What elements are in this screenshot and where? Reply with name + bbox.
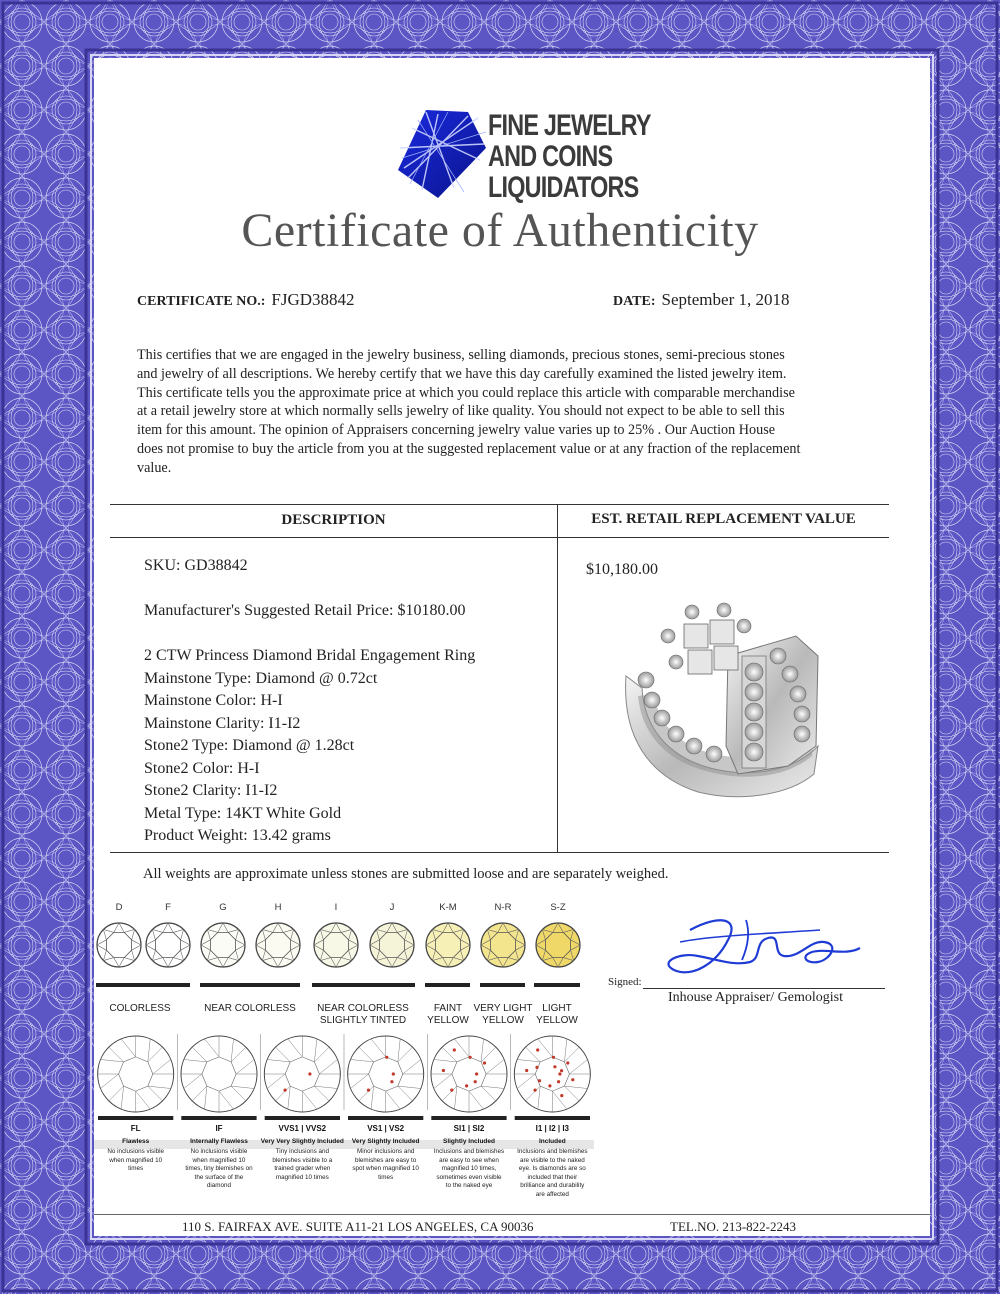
color-group-bar <box>534 983 580 987</box>
clarity-code: FL <box>130 1124 141 1133</box>
clarity-description-line: included that their <box>527 1173 578 1181</box>
color-category-row <box>90 1003 600 1033</box>
diamond-color-icon <box>370 923 414 967</box>
spec-line: Mainstone Clarity: I1-I2 <box>144 714 301 732</box>
clarity-grade-legend <box>94 1124 594 1216</box>
color-group-bar <box>312 983 415 987</box>
color-category-line: YELLOW <box>536 1015 578 1026</box>
diamond-clarity-icon <box>98 1036 174 1112</box>
clarity-description-line: brilliance and durability <box>520 1182 585 1190</box>
diamond-color-icon <box>201 923 245 967</box>
color-category-line: SLIGHTLY TINTED <box>319 1015 407 1026</box>
clarity-description-line: spot when magnified 10 <box>352 1165 419 1173</box>
color-category-line: FAINT <box>433 1003 463 1014</box>
replacement-value: $10,180.00 <box>586 561 658 578</box>
color-grade-label: H <box>274 902 282 913</box>
item-specs <box>144 645 475 848</box>
clarity-grade-column <box>261 1124 344 1182</box>
certification-statement <box>137 346 897 478</box>
color-group-bar <box>200 983 300 987</box>
item-sku: SKU: GD38842 <box>144 557 248 574</box>
color-category-line: NEAR COLORLESS <box>317 1003 409 1014</box>
page-title: Certificate of Authenticity <box>241 204 759 257</box>
clarity-grade-column <box>177 1124 260 1191</box>
weight-note: All weights are approximate unless stones are submitted loose and are separately weighed. <box>143 866 669 882</box>
diamond-clarity-icon <box>264 1036 340 1112</box>
diamond-clarity-icon <box>348 1036 424 1112</box>
footer-rule <box>94 1214 930 1215</box>
item-msrp: Manufacturer's Suggested Retail Price: $10180.00 <box>144 602 466 619</box>
clarity-name: Very Slightly Included <box>351 1138 420 1145</box>
footer-phone: TEL.NO. 213-822-2243 <box>670 1219 797 1234</box>
table-header-rule <box>110 537 889 538</box>
color-grade-label: S-Z <box>550 902 566 913</box>
color-grade-label: D <box>115 902 123 913</box>
date-value: September 1, 2018 <box>661 290 790 309</box>
diamond-color-icon <box>314 923 358 967</box>
table-column-divider <box>557 504 558 853</box>
clarity-description-line: are easy to see when <box>439 1156 499 1164</box>
spec-line: Metal Type: 14KT White Gold <box>144 804 342 822</box>
clarity-grade-column <box>94 1124 177 1174</box>
color-category-line: YELLOW <box>482 1015 524 1026</box>
diamond-color-icon <box>146 923 190 967</box>
clarity-group-bar <box>265 1116 340 1120</box>
color-category-label <box>90 1003 190 1015</box>
logo-wordmark <box>488 110 651 203</box>
clarity-description-line: times <box>378 1173 394 1181</box>
clarity-description-line: eye. Is diamonds are so <box>518 1165 586 1173</box>
color-group-bar <box>480 983 525 987</box>
clarity-description <box>261 1148 344 1182</box>
certificate-number <box>137 290 355 310</box>
signature-mark <box>650 912 870 982</box>
clarity-name: Slightly Included <box>442 1138 495 1145</box>
clarity-description-line: sometimes even visible <box>436 1173 502 1181</box>
clarity-description-line: are visible to the naked <box>519 1156 585 1164</box>
clarity-code: I1 | I2 | I3 <box>535 1124 570 1133</box>
color-group-bar <box>425 983 470 987</box>
clarity-description-line: blemishes are easy to <box>355 1156 417 1164</box>
value-header: EST. RETAIL REPLACEMENT VALUE <box>591 511 856 527</box>
spec-line: Mainstone Color: H-I <box>144 692 283 709</box>
clarity-description-line: blemishes visible to a <box>272 1156 333 1164</box>
logo-line-2: AND COINS <box>488 140 613 173</box>
clarity-description-line: are affected <box>535 1190 569 1198</box>
color-category-line: NEAR COLORLESS <box>204 1003 296 1014</box>
footer-address: 110 S. FAIRFAX AVE. SUITE A11-21 LOS ANGELES, CA 90036 <box>182 1219 534 1234</box>
clarity-description-line: to the naked eye <box>445 1182 493 1190</box>
clarity-description-line: the surface of the <box>194 1173 244 1181</box>
color-grade-label: G <box>219 902 227 913</box>
certificate-date <box>613 290 789 310</box>
date-label: DATE: <box>613 294 656 309</box>
description-header: DESCRIPTION <box>281 512 386 528</box>
clarity-group-bar <box>98 1116 173 1120</box>
diamond-color-icon <box>97 923 141 967</box>
color-category-label <box>507 1003 607 1027</box>
statement-line: This certifies that we are engaged in the jewelry business, selling diamonds, precious stones, semi-precious stones <box>137 347 785 363</box>
clarity-group-bar <box>348 1116 423 1120</box>
clarity-description <box>427 1148 510 1191</box>
clarity-description-line: magnified 10 times, <box>441 1165 497 1173</box>
clarity-description <box>94 1148 177 1174</box>
clarity-description-line: No inclusions visible <box>107 1148 165 1155</box>
clarity-description-line: magnified 10 times <box>275 1173 329 1181</box>
signature-role: Inhouse Appraiser/ Gemologist <box>668 990 843 1005</box>
clarity-description-line: times <box>128 1165 144 1173</box>
color-category-line: VERY LIGHT <box>473 1003 533 1014</box>
clarity-description-line: Minor inclusions and <box>356 1148 415 1155</box>
clarity-description-line: when magnified 10 <box>192 1156 246 1164</box>
ring-image <box>618 596 824 818</box>
spec-line: Stone2 Clarity: I1-I2 <box>144 782 278 799</box>
clarity-name: Flawless <box>122 1138 150 1145</box>
clarity-description-line: Inclusions and blemishes <box>517 1148 588 1155</box>
clarity-description-line: when magnified 10 <box>109 1156 163 1164</box>
color-category-line: YELLOW <box>427 1015 469 1026</box>
clarity-description <box>511 1148 594 1200</box>
clarity-grade-column <box>511 1124 594 1200</box>
diamond-color-icon <box>256 923 300 967</box>
certificate-number-value: FJGD38842 <box>271 290 355 309</box>
diamond-clarity-icon <box>181 1036 257 1112</box>
gem-logo-icon <box>398 108 488 200</box>
clarity-grade-column <box>344 1124 427 1182</box>
spec-line: 2 CTW Princess Diamond Bridal Engagement Ring <box>144 647 476 664</box>
logo-line-3: LIQUIDATORS <box>488 171 639 204</box>
table-bottom-rule <box>110 852 889 853</box>
clarity-description-line: diamond <box>206 1182 232 1190</box>
clarity-code: VS1 | VS2 <box>367 1124 405 1133</box>
spec-line: Stone2 Type: Diamond @ 1.28ct <box>144 737 355 754</box>
signed-label: Signed: <box>608 976 642 988</box>
color-category-line: LIGHT <box>542 1003 572 1014</box>
statement-line: This certificate tells you the approximate price at which you could replace this article with comparable merchandise <box>137 384 795 401</box>
clarity-description-line: Tiny inclusions and <box>275 1148 329 1155</box>
signature-line <box>643 988 885 989</box>
diamond-clarity-icon <box>514 1036 590 1112</box>
statement-line: does not promise to buy the article from you at the suggested replacement value or at any fraction of the replacement <box>137 440 801 457</box>
diamond-color-icon <box>481 923 525 967</box>
table-top-rule <box>110 504 889 505</box>
clarity-description <box>344 1148 427 1182</box>
color-grade-label: F <box>165 902 171 913</box>
spec-line: Product Weight: 13.42 grams <box>144 827 331 844</box>
color-grade-chart <box>90 915 600 1005</box>
clarity-description-line: No inclusions visible <box>190 1148 248 1155</box>
clarity-code: SI1 | SI2 <box>453 1124 485 1133</box>
color-grade-label: K-M <box>439 902 457 913</box>
color-group-bar <box>96 983 190 987</box>
clarity-description-line: times, tiny blemishes on <box>185 1165 253 1173</box>
clarity-group-bar <box>515 1116 590 1120</box>
color-grade-label: I <box>334 902 338 913</box>
statement-line: item for this amount. The opinion of Appraisers concerning jewelry value varies up to 25% . Our Auction House <box>137 422 776 439</box>
spec-line: Stone2 Color: H-I <box>144 759 260 777</box>
color-category-label <box>200 1003 300 1015</box>
statement-line: at a retail jewelry store at which normally sells jewelry of like quality. You should not expect to be able to sell this <box>137 403 785 420</box>
diamond-color-icon <box>536 923 580 967</box>
statement-line: and jewelry of all descriptions. We hereby certify that we have this day carefully examined the listed jewelry item. <box>137 365 787 382</box>
logo-line-1: FINE JEWELRY <box>488 109 651 142</box>
clarity-code: IF <box>215 1124 223 1133</box>
clarity-description <box>177 1148 260 1191</box>
certificate-number-label: CERTIFICATE NO.: <box>137 294 266 309</box>
color-grade-label: J <box>389 902 395 913</box>
statement-line: value. <box>137 459 172 476</box>
diamond-color-icon <box>426 923 470 967</box>
clarity-description-line: Inclusions and blemishes <box>433 1148 505 1155</box>
diamond-clarity-icon <box>431 1036 507 1112</box>
clarity-name: Internally Flawless <box>190 1138 248 1145</box>
clarity-name: Included <box>538 1138 566 1145</box>
color-category-line: COLORLESS <box>109 1003 171 1014</box>
spec-line: Mainstone Type: Diamond @ 0.72ct <box>144 669 378 687</box>
clarity-code: VVS1 | VVS2 <box>278 1124 327 1133</box>
clarity-group-bar <box>181 1116 256 1120</box>
color-grade-label: N-R <box>494 902 512 913</box>
clarity-group-bar <box>431 1116 506 1120</box>
clarity-description-line: trained grader when <box>274 1165 331 1173</box>
clarity-grade-column <box>427 1124 510 1191</box>
clarity-name: Very Very Slightly Included <box>260 1138 344 1145</box>
